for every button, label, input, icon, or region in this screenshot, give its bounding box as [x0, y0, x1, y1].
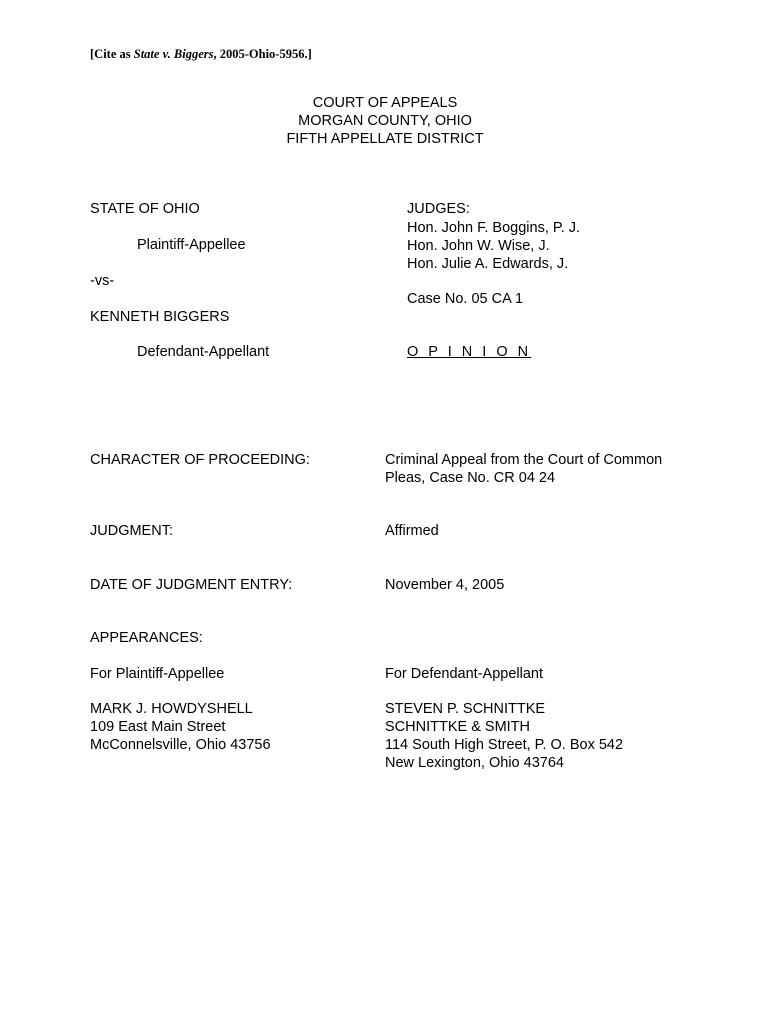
citation-prefix: [Cite as: [90, 47, 134, 61]
character-value-line1: Criminal Appeal from the Court of Common: [385, 452, 663, 468]
court-county: MORGAN COUNTY, OHIO: [298, 113, 472, 129]
judge-wise: Hon. John W. Wise, J.: [407, 238, 550, 254]
opinion-title: O P I N I O N: [407, 344, 532, 360]
defendant-counsel-city: New Lexington, Ohio 43764: [385, 755, 564, 771]
case-number: Case No. 05 CA 1: [407, 291, 524, 307]
judgment-label: JUDGMENT:: [90, 523, 173, 539]
court-header: [0, 94, 770, 148]
plaintiff-counsel-heading: For Plaintiff-Appellee: [90, 666, 225, 682]
character-value-line2: Pleas, Case No. CR 04 24: [385, 470, 556, 486]
plaintiff-counsel-city: McConnelsville, Ohio 43756: [90, 737, 271, 753]
citation-suffix: , 2005-Ohio-5956.]: [213, 47, 312, 61]
defendant-role: Defendant-Appellant: [137, 344, 270, 360]
character-label: CHARACTER OF PROCEEDING:: [90, 452, 310, 468]
defendant-counsel-heading: For Defendant-Appellant: [385, 666, 543, 682]
judge-boggins: Hon. John F. Boggins, P. J.: [407, 220, 581, 236]
defendant-counsel-name: STEVEN P. SCHNITTKE: [385, 701, 546, 717]
defendant-counsel-firm: SCHNITTKE & SMITH: [385, 719, 531, 735]
citation: [90, 45, 312, 63]
judgment-value: Affirmed: [385, 523, 439, 539]
plaintiff-name: STATE OF OHIO: [90, 201, 200, 217]
appearances-heading: APPEARANCES:: [90, 630, 203, 646]
defendant-name: KENNETH BIGGERS: [90, 309, 230, 325]
date-label: DATE OF JUDGMENT ENTRY:: [90, 577, 293, 593]
plaintiff-counsel-name: MARK J. HOWDYSHELL: [90, 701, 253, 717]
versus-label: -vs-: [90, 273, 115, 289]
judge-edwards: Hon. Julie A. Edwards, J.: [407, 256, 569, 272]
date-value: November 4, 2005: [385, 577, 505, 593]
judges-heading: JUDGES:: [407, 201, 470, 217]
plaintiff-counsel-street: 109 East Main Street: [90, 719, 226, 735]
court-name: COURT OF APPEALS: [312, 95, 458, 111]
plaintiff-role: Plaintiff-Appellee: [137, 237, 246, 253]
defendant-counsel-street: 114 South High Street, P. O. Box 542: [385, 737, 624, 753]
citation-case-name: State v. Biggers: [133, 47, 214, 61]
court-district: FIFTH APPELLATE DISTRICT: [286, 131, 484, 147]
